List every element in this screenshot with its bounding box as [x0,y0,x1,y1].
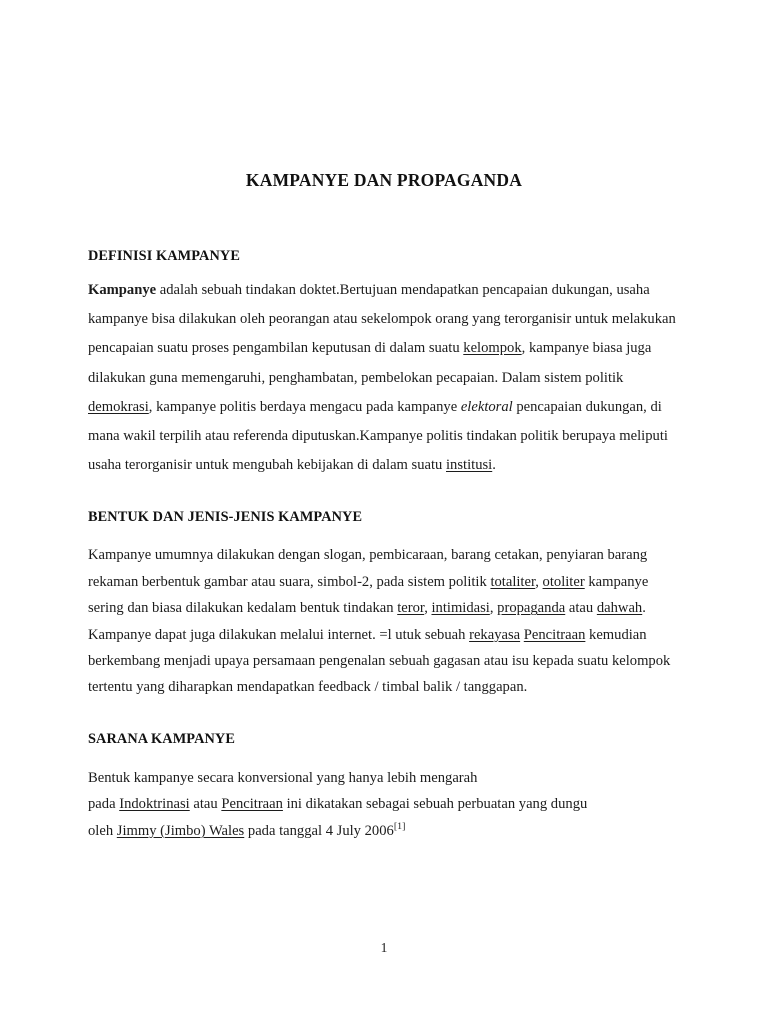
italic-text: elektoral [460,398,513,415]
paragraph-sarana-kampanye [88,765,684,844]
document-body [88,248,684,844]
text-run: , [489,600,498,617]
text-run: . Kampanye dapat juga dilakukan melalui internet. =l utuk sebuah [88,600,646,643]
paragraph-definisi-kampanye [88,276,684,480]
text-run: Kampanye umumnya dilakukan dengan slogan, pembicaraan, barang cetakan, penyiaran barang rekaman berbentuk gambar atau suara, simbol-2, pada sistem politik [88,547,648,590]
text-run: pada tanggal 4 July 2006 [244,822,394,839]
underlined-term: intimidasi [431,600,490,617]
text-run: atau [189,796,222,813]
underlined-term: otoliter [542,573,585,590]
underlined-term: Pencitraan [523,626,586,643]
underlined-term: propaganda [497,600,566,617]
underlined-term: Jimmy (Jimbo) Wales [116,822,245,839]
text-run: pencapaian dukungan, di mana wakil terpilih atau referenda diputuskan.Kampanye politis tindakan politik berupaya meliputi usaha terorganisir untuk mengubah kebijakan di dalam suatu [88,398,668,474]
underlined-term: dahwah [596,600,643,617]
bold-text: Kampanye [88,282,157,298]
section-heading-definisi-kampanye: DEFINISI KAMPANYE [88,248,240,264]
underlined-term: demokrasi [88,398,149,415]
underlined-term: teror [397,600,425,617]
text-run: kampanye sering dan biasa dilakukan kedalam bentuk tindakan [88,573,649,617]
text-run: kemudian berkembang menjadi upaya persamaan pengenalan sebuah gagasan atau isu kepada suatu kelompok tertentu yang diharapkan mendapatkan feedback / timbal balik / tanggapan. [88,626,671,696]
underlined-term: Pencitraan [221,796,283,813]
text-run: , kampanye politis berdaya mengacu pada kampanye [148,398,461,415]
text-run: ini dikatakan sebagai sebuah perbuatan yang dungu [282,796,588,813]
underlined-term: institusi [446,457,493,474]
underlined-term: totaliter [490,573,536,590]
paragraph-bentuk-dan-jenis-jenis-kampanye [88,542,684,700]
text-run: oleh [88,822,117,839]
text-run: Bentuk kampanye secara konversional yang hanya lebih mengarah [88,769,478,786]
underlined-term: kelompok [463,340,522,357]
text-run: , [424,600,432,617]
text-run: atau [565,600,597,617]
reference-marker: [1] [393,820,406,832]
text-run: . [492,457,496,474]
page-title: KAMPANYE DAN PROPAGANDA [245,170,523,190]
page-number: 1 [380,940,388,955]
underlined-term: rekayasa [469,626,521,643]
text-run: pada [88,796,120,813]
section-heading-bentuk-dan-jenis-jenis-kampanye: BENTUK DAN JENIS-JENIS KAMPANYE [88,509,363,526]
section-heading-sarana-kampanye: SARANA KAMPANYE [88,730,235,747]
text-run: adalah sebuah tindakan doktet.Bertujuan mendapatkan pencapaian dukungan, usaha kampanye bisa dilakukan oleh peorangan atau sekelompok orang yang terorganisir untuk melakukan pencapaian suatu proses pengambilan keputusan di dalam suatu [88,282,676,357]
text-run: , kampanye biasa juga dilakukan guna memengaruhi, penghambatan, pembelokan pecapaian. Dalam sistem politik [88,340,652,386]
underlined-term: Indoktrinasi [119,796,190,813]
text-run: , [535,573,543,590]
